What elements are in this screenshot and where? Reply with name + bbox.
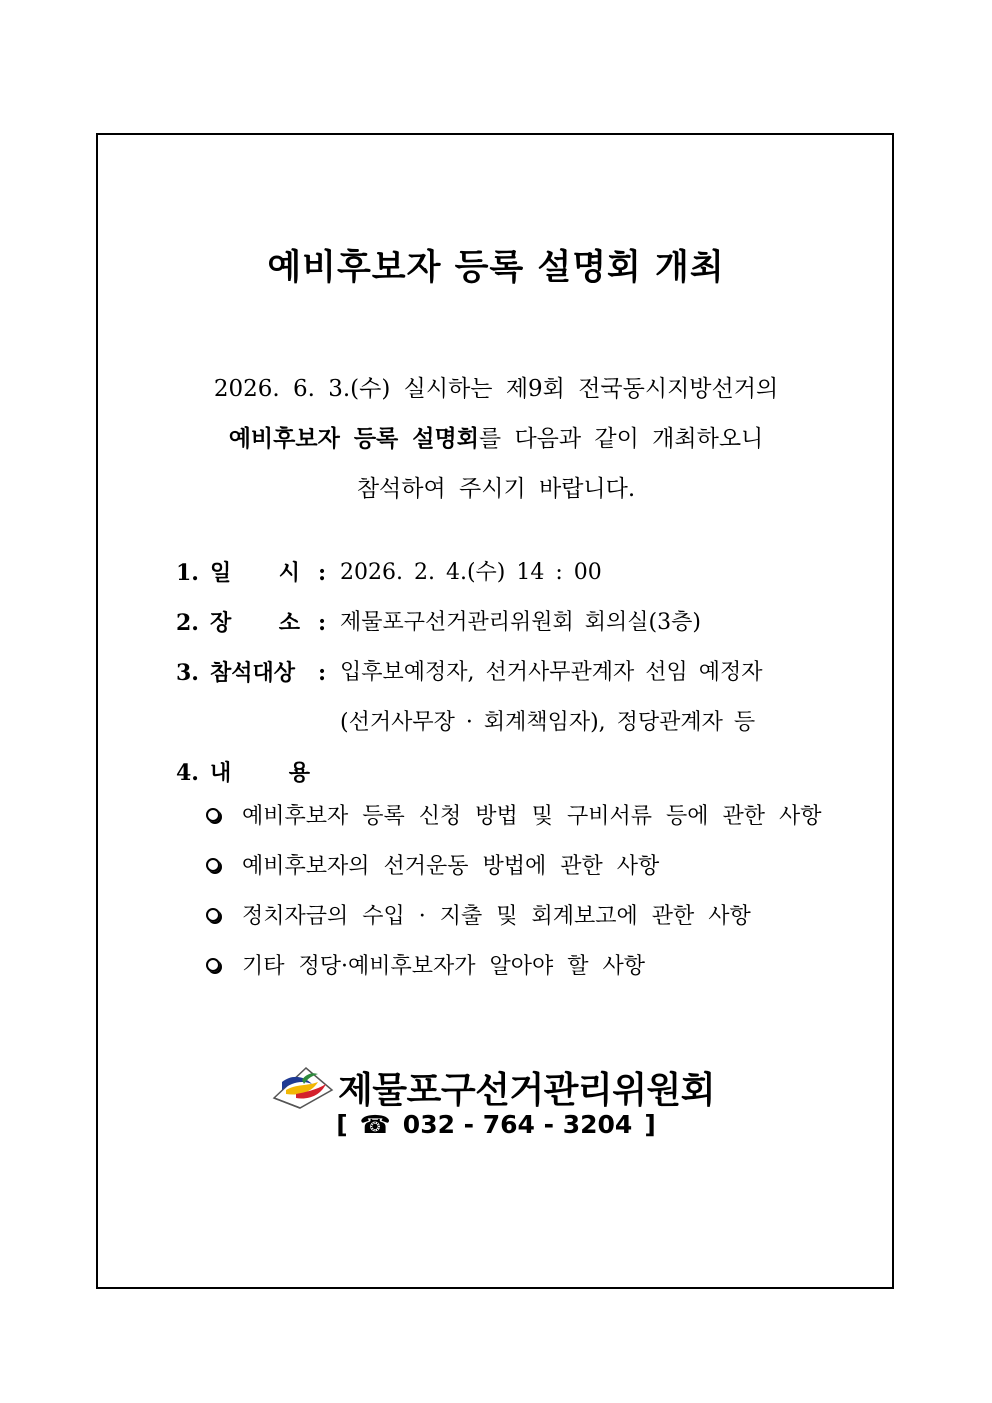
- circle-bullet-icon: [206, 858, 220, 872]
- contact-phone: [ ☎ 032 - 764 - 3204 ]: [336, 1110, 656, 1139]
- intro-paragraph: [0, 364, 992, 514]
- item-number: 4.: [176, 760, 199, 786]
- circle-bullet-icon: [206, 958, 220, 972]
- circle-bullet-icon: [206, 908, 220, 922]
- phone-icon: ☎: [359, 1110, 391, 1139]
- item-colon: :: [318, 660, 327, 686]
- item-label: 일 시: [210, 560, 300, 586]
- footer-organization: [272, 1058, 732, 1112]
- item-value: 2026. 2. 4.(수) 14 : 00: [340, 560, 602, 585]
- intro-line-2: [0, 414, 992, 464]
- document-title: 예비후보자 등록 설명회 개최: [267, 248, 725, 288]
- item-number: 1.: [176, 560, 199, 586]
- item-value-continued: (선거사무장 · 회계책임자), 정당관계자 등: [340, 710, 756, 735]
- intro-line-2-rest: 를 다음과 같이 개최하오니: [478, 426, 764, 452]
- phone-number: 032 - 764 - 3204: [402, 1110, 633, 1139]
- item-value: 입후보예정자, 선거사무관계자 선임 예정자: [340, 660, 763, 685]
- item-value: 제물포구선거관리위원회 회의실(3층): [340, 610, 701, 635]
- item-number: 3.: [176, 660, 199, 686]
- organization-name: 제물포구선거관리위원회: [338, 1070, 716, 1111]
- intro-line-3: 참석하여 주시기 바랍니다.: [356, 476, 636, 502]
- item-label: 내 용: [210, 760, 310, 786]
- item-colon: :: [318, 560, 327, 586]
- item-number: 2.: [176, 610, 199, 636]
- item-label: 참석대상: [210, 660, 296, 686]
- item-colon: :: [318, 610, 327, 636]
- circle-bullet-icon: [206, 808, 220, 822]
- election-commission-logo-icon: [272, 1060, 334, 1110]
- intro-line-1: 2026. 6. 3.(수) 실시하는 제9회 전국동시지방선거의: [213, 376, 779, 402]
- item-label: 장 소: [210, 610, 300, 636]
- intro-highlight: 예비후보자 등록 설명회: [228, 425, 479, 452]
